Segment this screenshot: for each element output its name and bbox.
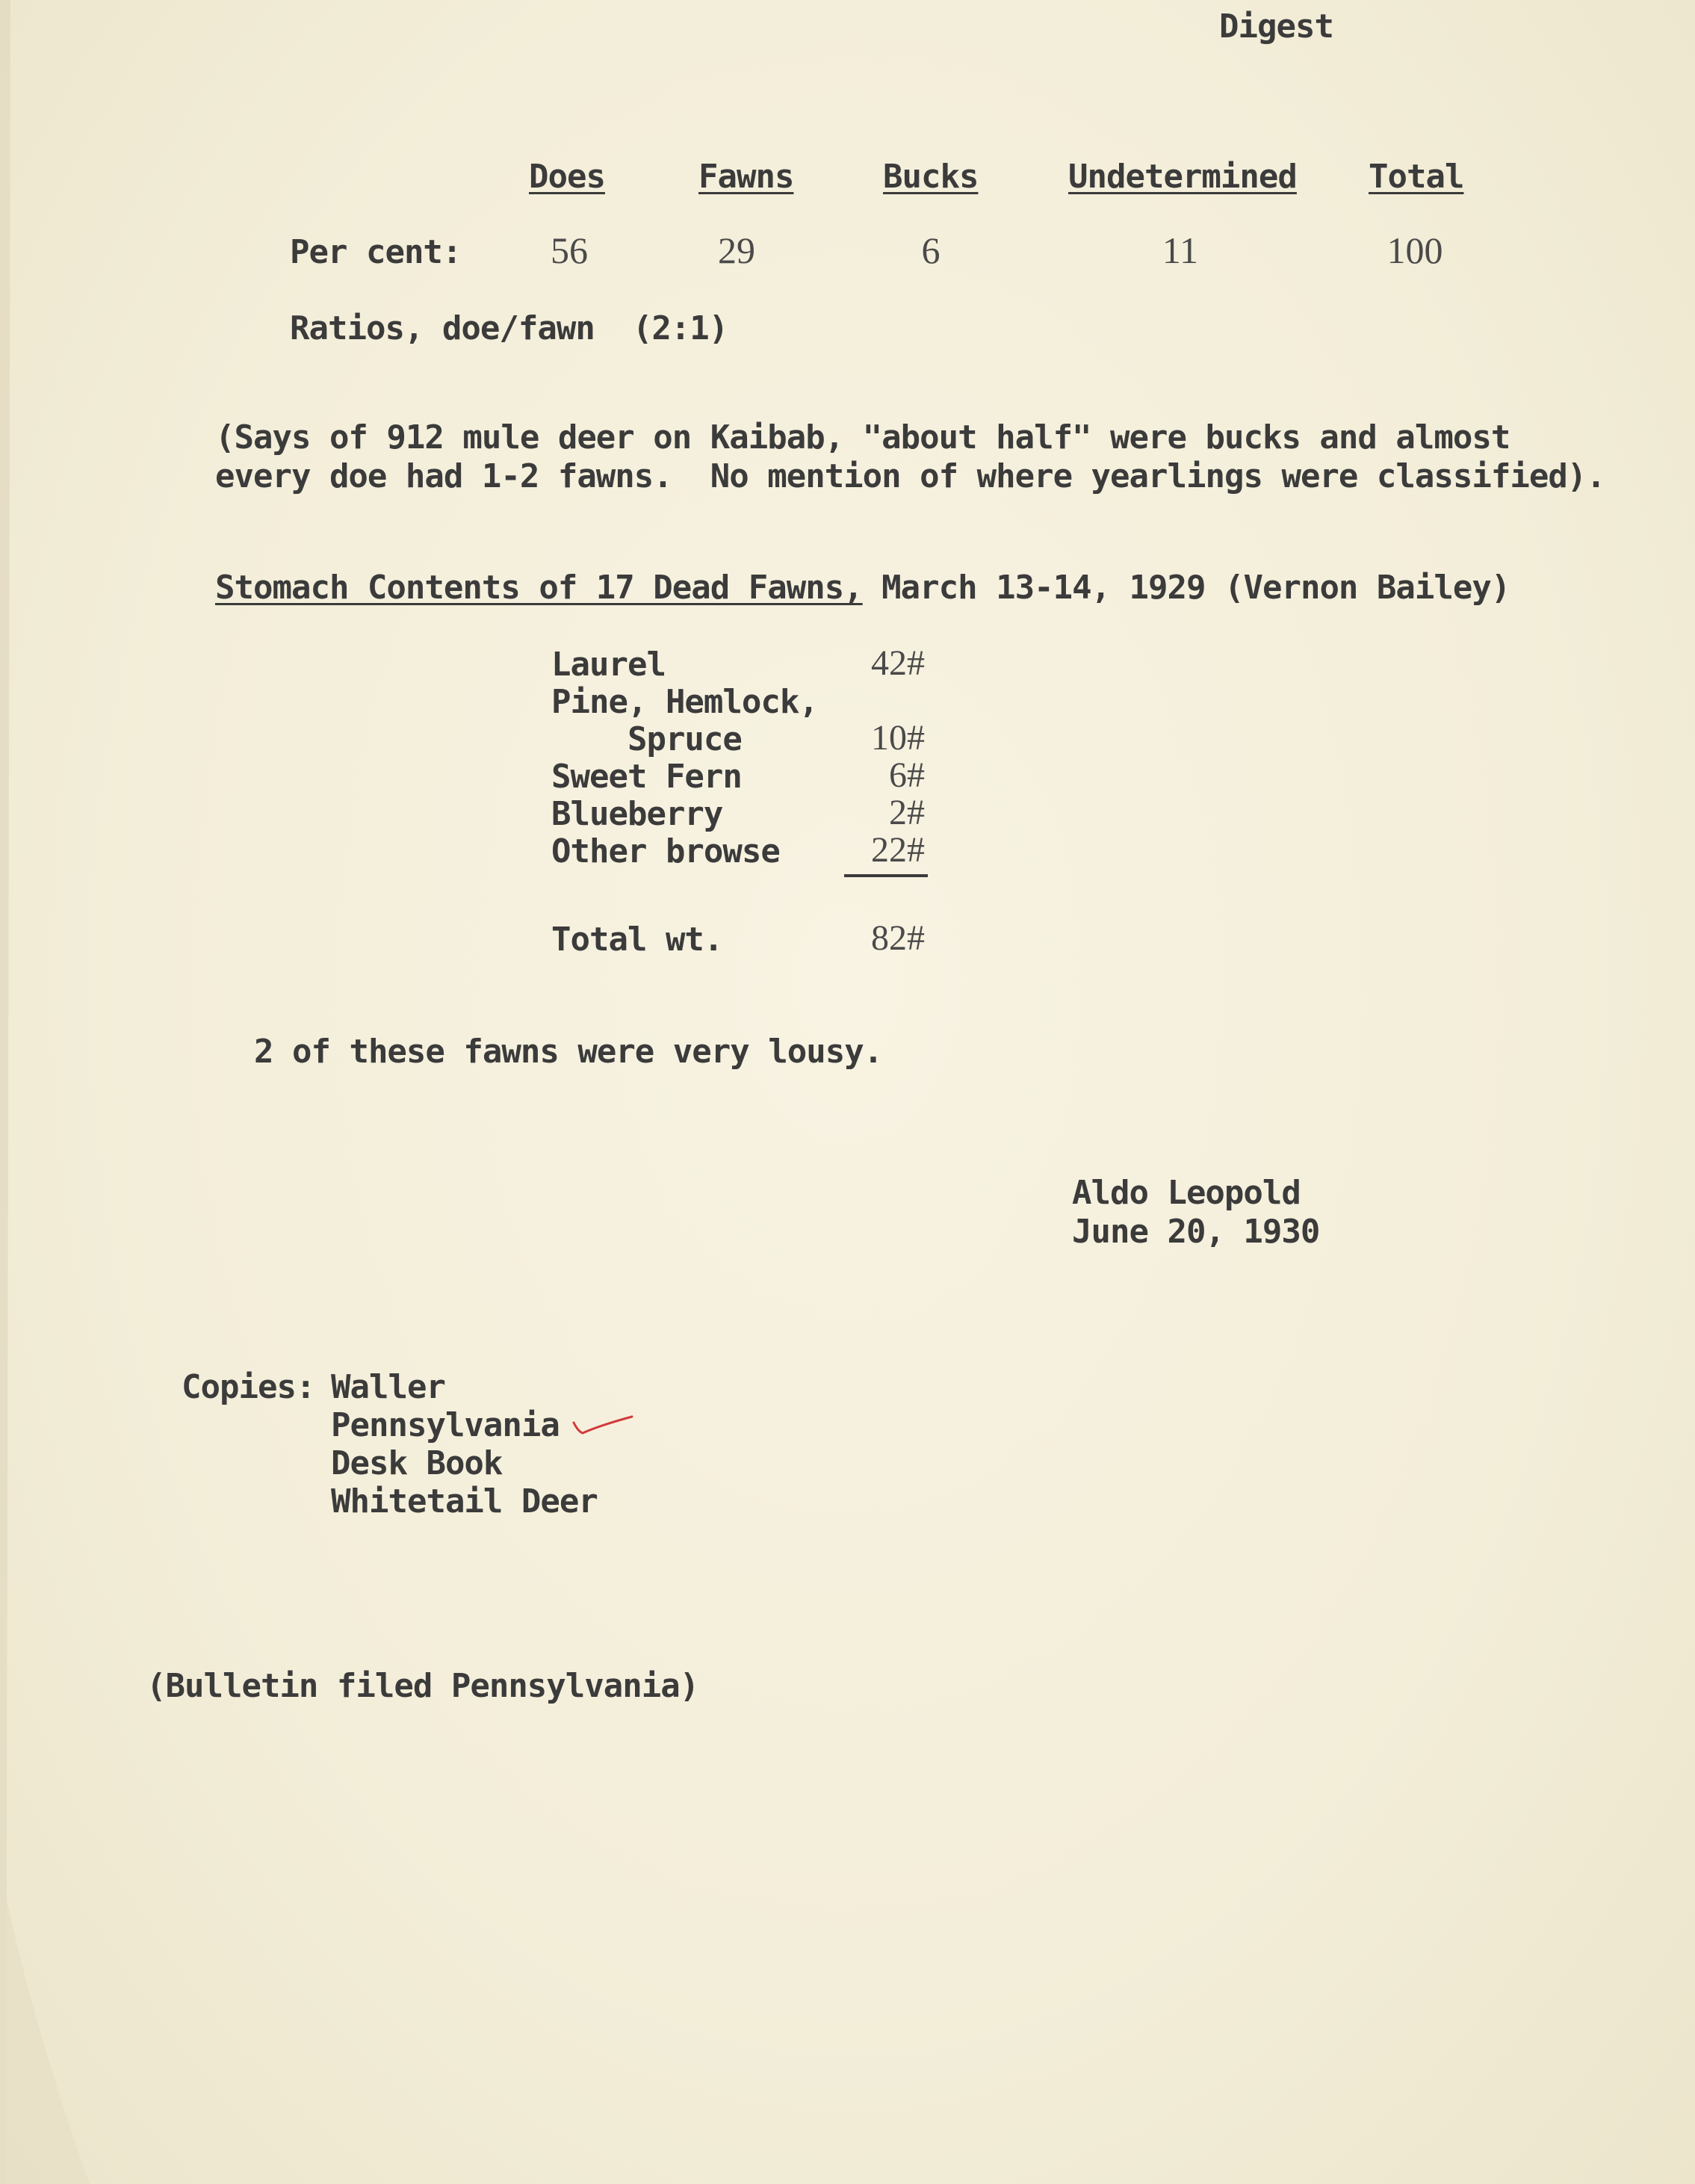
copies-label: Copies: xyxy=(182,1368,315,1406)
red-check-mark-icon xyxy=(569,1406,651,1444)
total-weight-value: 82# xyxy=(871,918,925,958)
stomach-item-value: 6# xyxy=(889,755,925,795)
col-header-total: Total xyxy=(1369,158,1464,196)
copies-item: Whitetail Deer xyxy=(331,1482,598,1521)
copies-item: Pennsylvania xyxy=(331,1406,560,1444)
stomach-contents-heading xyxy=(215,569,1510,607)
stomach-heading-underlined: Stomach Contents of 17 Dead Fawns, xyxy=(215,569,863,607)
stomach-heading-rest: March 13-14, 1929 (Vernon Bailey) xyxy=(862,569,1510,607)
total-weight-label: Total wt. xyxy=(551,921,723,959)
lousy-fawns-note: 2 of these fawns were very lousy. xyxy=(254,1033,883,1071)
stomach-item-label: Pine, Hemlock, xyxy=(551,683,818,721)
kaibab-note-line-2: every doe had 1-2 fawns. No mention of where yearlings were classified). xyxy=(215,457,1605,495)
stomach-item-label: Other browse xyxy=(551,832,780,870)
value-total: 100 xyxy=(1386,229,1443,271)
stomach-item-value: 42# xyxy=(871,643,925,683)
value-undetermined: 11 xyxy=(1162,229,1199,271)
stomach-item-value: 22# xyxy=(871,830,925,870)
signature-name: Aldo Leopold xyxy=(1072,1174,1301,1212)
copies-item: Waller xyxy=(331,1368,445,1406)
bulletin-filed-note: (Bulletin filed Pennsylvania) xyxy=(146,1667,699,1705)
copies-item: Desk Book xyxy=(331,1444,503,1482)
value-fawns: 29 xyxy=(718,229,755,271)
signature-date: June 20, 1930 xyxy=(1072,1213,1320,1251)
stomach-item-value: 10# xyxy=(871,718,925,758)
stomach-item-label: Laurel xyxy=(551,646,666,684)
value-bucks: 6 xyxy=(921,229,941,271)
col-header-undetermined: Undetermined xyxy=(1068,158,1297,196)
kaibab-note-line-1: (Says of 912 mule deer on Kaibab, "about half" were bucks and almost xyxy=(215,418,1510,457)
stomach-item-value: 2# xyxy=(889,793,925,832)
per-cent-label: Per cent: xyxy=(290,233,462,271)
stomach-item-label: Blueberry xyxy=(551,795,723,833)
value-does: 56 xyxy=(551,229,588,271)
ratios-line: Ratios, doe/fawn (2:1) xyxy=(290,309,728,347)
sum-rule xyxy=(844,874,928,877)
col-header-does: Does xyxy=(529,158,605,196)
stomach-item-label: Sweet Fern xyxy=(551,758,742,796)
col-header-bucks: Bucks xyxy=(883,158,979,196)
stomach-item-label: Spruce xyxy=(551,720,742,758)
digest-header: Digest xyxy=(1219,7,1333,46)
col-header-fawns: Fawns xyxy=(698,158,794,196)
